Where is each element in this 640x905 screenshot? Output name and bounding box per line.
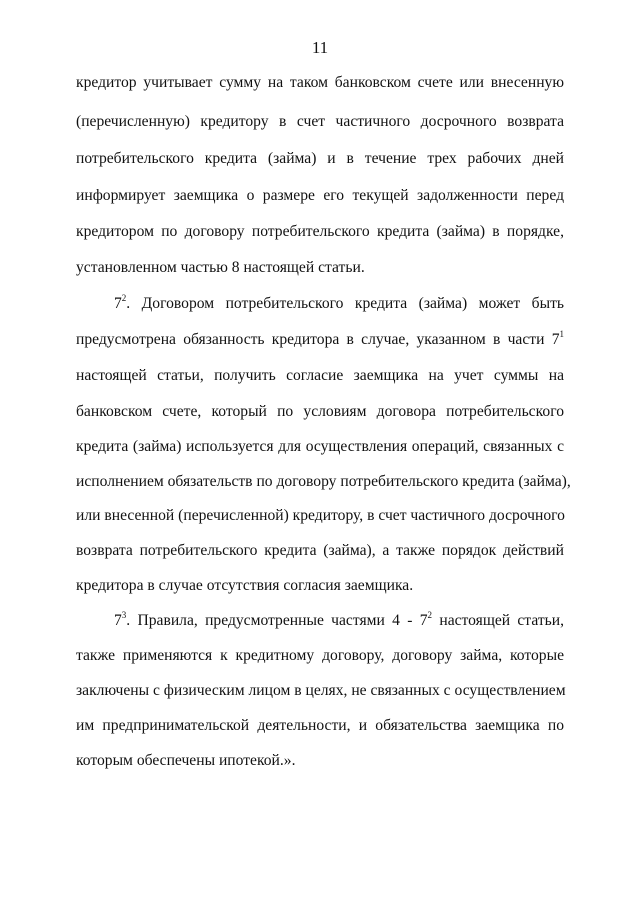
paragraph-2-line-3: настоящей статьи, получить согласие заемщика на учет суммы на	[76, 367, 564, 384]
paragraph-3-line-3: заключены с физическим лицом в целях, не связанных с осуществлением	[76, 682, 566, 699]
paragraph-1-line-2: (перечисленную) кредитору в счет частичного досрочного возврата	[76, 113, 564, 130]
paragraph-2-line-2-text: предусмотрена обязанность кредитора в случае, указанном в части 7	[76, 331, 560, 348]
paragraph-3-line-4: им предпринимательской деятельности, и обязательства заемщика по	[76, 717, 564, 734]
paragraph-3-line-5: которым обеспечены ипотекой.».	[76, 752, 296, 769]
reference-superscript: 2	[427, 609, 433, 620]
paragraph-3-line-2: также применяются к кредитному договору, договору займа, которые	[76, 647, 564, 664]
paragraph-1-line-6: установленном частью 8 настоящей статьи.	[76, 259, 365, 276]
paragraph-1-line-3: потребительского кредита (займа) и в течение трех рабочих дней	[76, 150, 564, 167]
item-number: 7	[114, 612, 122, 629]
paragraph-1-line-5: кредитором по договору потребительского кредита (займа) в порядке,	[76, 223, 564, 240]
paragraph-2-line-7: или внесенной (перечисленной) кредитору, в счет частичного досрочного	[76, 507, 565, 524]
page-number: 11	[311, 38, 329, 57]
paragraph-2-line-9: кредитора в случае отсутствия согласия заемщика.	[76, 577, 414, 594]
paragraph-3-line-1	[114, 611, 564, 631]
paragraph-2-line-8: возврата потребительского кредита (займа), а также порядок действий	[76, 542, 564, 559]
reference-superscript: 1	[559, 328, 564, 339]
item-number: 7	[114, 295, 122, 312]
paragraph-3-line-1-text: . Правила, предусмотренные частями 4 - 7	[126, 612, 428, 629]
paragraph-1-line-4: информирует заемщика о размере его текущей задолженности перед	[76, 187, 564, 204]
paragraph-2-line-5: кредита (займа) используется для осуществления операций, связанных с	[76, 438, 564, 455]
paragraph-2-line-1-text: . Договором потребительского кредита (займа) может быть	[126, 295, 564, 312]
paragraph-1-line-1: кредитор учитывает сумму на таком банковском счете или внесенную	[76, 74, 564, 91]
paragraph-2-line-1	[114, 294, 564, 314]
item-superscript: 3	[121, 609, 127, 620]
item-superscript: 2	[121, 292, 127, 303]
paragraph-2-line-4: банковском счете, который по условиям договора потребительского	[76, 403, 564, 420]
paragraph-2-line-2	[76, 330, 564, 350]
paragraph-2-line-6: исполнением обязательств по договору потребительского кредита (займа),	[76, 473, 571, 490]
paragraph-3-line-1-end: настоящей статьи,	[432, 612, 565, 629]
